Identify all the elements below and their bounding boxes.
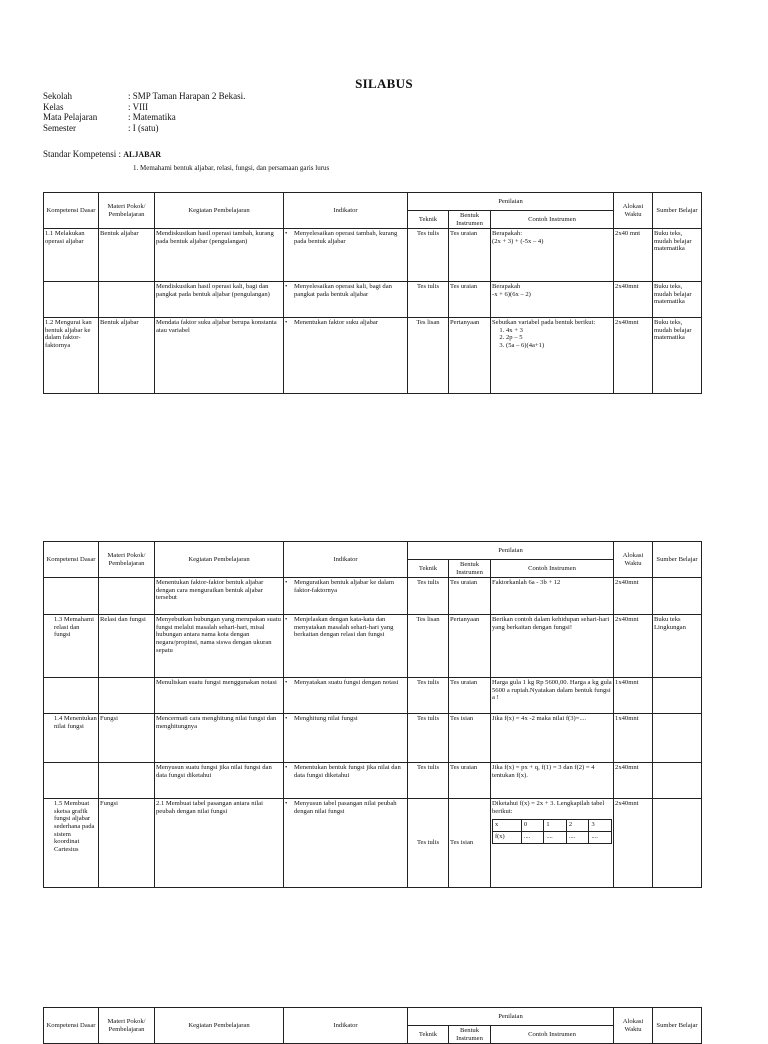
cell-sumber xyxy=(653,799,702,888)
cell-kd: 1.2 Mengurai kan bentuk aljabar ke dalam faktor-faktornya xyxy=(44,318,99,394)
list-item: 3. (5a – 6)(4a+1) xyxy=(506,342,612,350)
contoh-list xyxy=(492,327,612,350)
cell-alokasi: 2x40mnt xyxy=(614,282,653,318)
cell-kd xyxy=(44,763,99,799)
cell-kegiatan: Menentukan faktor-faktor bentuk aljabar dengan cara menguraikan bentuk aljabar tersebut xyxy=(155,578,284,615)
info-label: Semester xyxy=(43,122,76,133)
cell-teknik: Tes lisan xyxy=(408,615,449,678)
cell-kegiatan: Mendata faktor suku aljabar berupa konstanta atau variabel xyxy=(155,318,284,394)
indikator-text: Menentukan faktor suku aljabar xyxy=(294,319,379,327)
header-kompetensi: Kompetensi Dasar xyxy=(44,542,99,578)
cell-bentuk: Tes uraian xyxy=(449,678,491,714)
cell-materi xyxy=(99,578,155,615)
header-materi: Materi Pokok/ Pembelajaran xyxy=(99,542,155,578)
cell-contoh xyxy=(491,799,614,888)
header-teknik: Teknik xyxy=(408,1026,449,1044)
contoh-line: Sebutkan variabel pada bentuk berikut: xyxy=(492,319,596,327)
table-row xyxy=(493,832,612,844)
contoh-line: (2x + 3) + (-5x – 4) xyxy=(492,237,544,245)
silabus-table-1 xyxy=(43,192,702,394)
header-materi: Materi Pokok/ Pembelajaran xyxy=(99,1008,155,1044)
cell-indikator: • Menguraikan bentuk aljabar ke dalam faktor-faktornya xyxy=(284,578,408,615)
cell-contoh: Faktorkanlah 6a - 3b + 12 xyxy=(491,578,614,615)
table-row xyxy=(44,282,702,318)
cell-kegiatan: 2.1 Membuat tabel pasangan antara nilai peubah dengan nilai fungsi xyxy=(155,799,284,888)
cell-teknik: Tes tulis xyxy=(408,799,449,888)
page-title: SILABUS xyxy=(355,76,413,91)
table-row xyxy=(44,799,702,888)
table-cell: 0 xyxy=(521,820,544,832)
indikator-text: Menguraikan bentuk aljabar ke dalam faktor-faktornya xyxy=(294,579,394,594)
header-bentuk: Bentuk Instrumen xyxy=(449,560,491,578)
cell-kegiatan: Menuliskan suatu fungsi menggunakan notasi xyxy=(155,678,284,714)
header-penilaian: Penilaian xyxy=(408,542,614,560)
header-materi: Materi Pokok/ Pembelajaran xyxy=(99,193,155,229)
indikator-text: Menghitung nilai fungsi xyxy=(294,715,358,723)
table-cell: f(x) xyxy=(493,832,522,844)
cell-alokasi: 2x40 mnt xyxy=(614,229,653,282)
indikator-text: Menyelesaikan operasi kali, bagi dan pangkat pada bentuk aljabar xyxy=(294,283,392,298)
header-kegiatan: Kegiatan Pembelajaran xyxy=(155,1008,284,1044)
table-cell: 1 xyxy=(544,820,567,832)
cell-bentuk: Pertanyaan xyxy=(449,615,491,678)
cell-kegiatan: Mendiskusikan hasil operasi kali, bagi dan pangkat pada bentuk aljabar (pengulangan) xyxy=(155,282,284,318)
silabus-table-3 xyxy=(43,1007,702,1044)
cell-indikator: • Menentukan bentuk fungsi jika nilai dan data fungsi diketahui xyxy=(284,763,408,799)
cell-kd xyxy=(44,282,99,318)
info-value: : I (satu) xyxy=(128,122,159,133)
header-kompetensi: Kompetensi Dasar xyxy=(44,193,99,229)
cell-sumber xyxy=(653,678,702,714)
cell-indikator: • Menyatakan suatu fungsi dengan notasi xyxy=(284,678,408,714)
list-item: 2. 2p – 5 xyxy=(506,334,612,342)
cell-bentuk: Pertanyaan xyxy=(449,318,491,394)
info-row-kelas xyxy=(43,102,245,113)
header-contoh: Contoh Instrumen xyxy=(491,1026,614,1044)
school-info xyxy=(43,91,245,133)
sk-label: Standar Kompetensi : xyxy=(43,149,121,159)
cell-contoh xyxy=(491,282,614,318)
header-teknik: Teknik xyxy=(408,560,449,578)
header-penilaian: Penilaian xyxy=(408,193,614,211)
cell-kd: 1.1 Melakukan operasi aljabar xyxy=(44,229,99,282)
header-contoh: Contoh Instrumen xyxy=(491,211,614,229)
header-indikator: Indikator xyxy=(284,1008,408,1044)
header-contoh: Contoh Instrumen xyxy=(491,560,614,578)
header-kompetensi: Kompetensi Dasar xyxy=(44,1008,99,1044)
cell-bentuk: Tes uraian xyxy=(449,282,491,318)
cell-sumber: Buku teks, mudah belajar matematika xyxy=(653,282,702,318)
cell-materi: Fungsi xyxy=(99,799,155,888)
table-cell: .... xyxy=(589,832,612,844)
info-value: : SMP Taman Harapan 2 Bekasi. xyxy=(128,91,246,101)
header-alokasi: Alokasi Waktu xyxy=(614,542,653,578)
cell-indikator: • Menghitung nilai fungsi xyxy=(284,714,408,763)
cell-alokasi: 2x40mnt xyxy=(614,578,653,615)
table-row xyxy=(44,229,702,282)
info-row-sekolah xyxy=(43,91,245,102)
table-row xyxy=(44,578,702,615)
indikator-text: Menyatakan suatu fungsi dengan notasi xyxy=(294,679,399,687)
cell-contoh: Harga gula 1 kg Rp 5600,00. Harga a kg gula 5600 a rupiah.Nyatakan dalam bentuk fungsi a ! xyxy=(491,678,614,714)
contoh-line: Berapakah xyxy=(492,283,521,291)
cell-teknik: Tes tulis xyxy=(408,714,449,763)
cell-bentuk: Tes isian xyxy=(449,714,491,763)
header-indikator: Indikator xyxy=(284,542,408,578)
cell-alokasi: 1x40mnt xyxy=(614,678,653,714)
cell-indikator: • Menyelesaikan operasi kali, bagi dan pangkat pada bentuk aljabar xyxy=(284,282,408,318)
cell-teknik: Tes tulis xyxy=(408,763,449,799)
cell-alokasi: 2x40mnt xyxy=(614,763,653,799)
cell-sumber xyxy=(653,763,702,799)
cell-sumber xyxy=(653,578,702,615)
cell-contoh: Jika f(x) = px + q, f(1) = 3 dan f(2) = 4 tentukan f(x). xyxy=(491,763,614,799)
cell-contoh: Berikan contoh dalam kehidupan sehari-hari yang berkaitan dengan fungsi! xyxy=(491,615,614,678)
header-alokasi: Alokasi Waktu xyxy=(614,193,653,229)
indikator-text: Menentukan bentuk fungsi jika nilai dan data fungsi diketahui xyxy=(294,764,401,779)
table-row xyxy=(44,714,702,763)
cell-alokasi: 2x40mnt xyxy=(614,615,653,678)
cell-indikator: • Menentukan faktor suku aljabar xyxy=(284,318,408,394)
cell-kd: 1.4 Menentukan nilai fungsi xyxy=(44,714,99,763)
cell-contoh xyxy=(491,229,614,282)
standar-kompetensi xyxy=(43,149,161,159)
cell-alokasi: 2x40mnt xyxy=(614,318,653,394)
cell-materi xyxy=(99,678,155,714)
cell-bentuk: Tes isian xyxy=(449,799,491,888)
header-kegiatan: Kegiatan Pembelajaran xyxy=(155,542,284,578)
contoh-line: Diketahui f(x) = 2x + 3. Lengkapilah tabel berikut: xyxy=(492,800,605,815)
cell-alokasi: 1x40mnt xyxy=(614,714,653,763)
table-row xyxy=(44,763,702,799)
sk-item: 1. Memahami bentuk aljabar, relasi, fungsi, dan persamaan garis lurus xyxy=(133,164,330,172)
cell-contoh xyxy=(491,318,614,394)
cell-teknik: Tes tulis xyxy=(408,229,449,282)
header-bentuk: Bentuk Instrumen xyxy=(449,211,491,229)
cell-teknik: Tes tulis xyxy=(408,678,449,714)
cell-materi: Bentuk aljabar xyxy=(99,318,155,394)
header-bentuk: Bentuk Instrumen xyxy=(449,1026,491,1044)
header-kegiatan: Kegiatan Pembelajaran xyxy=(155,193,284,229)
header-sumber: Sumber Belajar xyxy=(653,542,702,578)
sk-value: ALJABAR xyxy=(123,150,162,159)
cell-kegiatan: Mendiskusikan hasil operasi tambah, kurang pada bentuk aljabar (pengulangan) xyxy=(155,229,284,282)
table-row xyxy=(44,318,702,394)
cell-alokasi: 2x40mnt xyxy=(614,799,653,888)
table-cell: 3 xyxy=(589,820,612,832)
table-cell: .... xyxy=(544,832,567,844)
header-sumber: Sumber Belajar xyxy=(653,193,702,229)
cell-teknik: Tes lisan xyxy=(408,318,449,394)
info-value: : VIII xyxy=(128,101,149,112)
table-cell: .... xyxy=(521,832,544,844)
table-row xyxy=(44,678,702,714)
header-sumber: Sumber Belajar xyxy=(653,1008,702,1044)
list-item: 1. 4x + 3 xyxy=(506,327,612,335)
indikator-text: Menjelaskan dengan kata-kata dan menyatakan masalah sehari-hari yang berkaitan dengan relasi dan fungsi xyxy=(294,616,394,639)
contoh-line: -x + 6)(6x – 2) xyxy=(492,290,531,298)
cell-bentuk: Tes uraian xyxy=(449,229,491,282)
cell-materi: Fungsi xyxy=(99,714,155,763)
info-label: Kelas xyxy=(43,101,64,112)
cell-indikator: • Menyelesaikan operasi tambah, kurang pada bentuk aljabar xyxy=(284,229,408,282)
info-row-semester xyxy=(43,123,245,134)
function-table xyxy=(492,819,612,844)
cell-materi: Bentuk aljabar xyxy=(99,229,155,282)
table-row xyxy=(44,615,702,678)
header-penilaian: Penilaian xyxy=(408,1008,614,1026)
cell-sumber xyxy=(653,714,702,763)
cell-indikator: • Menyusun tabel pasangan nilai peubah dengan nilai fungsi xyxy=(284,799,408,888)
cell-sumber: Buku teks, mudah belajar matematika xyxy=(653,229,702,282)
info-value: : Matematika xyxy=(128,112,176,122)
cell-kd: 1.3 Memahami relasi dan fungsi xyxy=(44,615,99,678)
silabus-table-2 xyxy=(43,541,702,888)
table-row xyxy=(493,820,612,832)
info-row-mapel xyxy=(43,112,245,123)
header-alokasi: Alokasi Waktu xyxy=(614,1008,653,1044)
cell-contoh: Jika f(x) = 4x -2 maka nilai f(3)=.... xyxy=(491,714,614,763)
cell-indikator: • Menjelaskan dengan kata-kata dan menyatakan masalah sehari-hari yang berkaitan dengan relasi dan fungsi xyxy=(284,615,408,678)
cell-kd: 1.5 Membuat sketsa grafik fungsi aljabar sederhana pada sistem koordinat Cartesius xyxy=(44,799,99,888)
cell-sumber: Buku teks, mudah belajar matematika xyxy=(653,318,702,394)
indikator-text: Menyusun tabel pasangan nilai peubah dengan nilai fungsi xyxy=(294,800,397,815)
cell-kegiatan: Mencermati cara menghitung nilai fungsi dan menghitungnya xyxy=(155,714,284,763)
cell-kd xyxy=(44,678,99,714)
table-cell: 2 xyxy=(566,820,589,832)
cell-kegiatan: Menyebutkan hubungan yang merupakan suatu fungsi melalui masalah sehari-hari, misal hubungan antara nama kota dengan negara/propinsi, nama siswa dengan ukuran sepatu xyxy=(155,615,284,678)
cell-bentuk: Tes uraian xyxy=(449,578,491,615)
cell-kd xyxy=(44,578,99,615)
table-cell: x xyxy=(493,820,522,832)
header-teknik: Teknik xyxy=(408,211,449,229)
cell-sumber: Buku teks Lingkungan xyxy=(653,615,702,678)
info-label: Mata Pelajaran xyxy=(43,112,98,122)
info-label: Sekolah xyxy=(43,91,72,101)
cell-teknik: Tes tulis xyxy=(408,578,449,615)
cell-materi xyxy=(99,763,155,799)
cell-materi: Relasi dan fungsi xyxy=(99,615,155,678)
contoh-line: Berapakah: xyxy=(492,230,523,238)
indikator-text: Menyelesaikan operasi tambah, kurang pada bentuk aljabar xyxy=(294,230,398,245)
cell-teknik: Tes tulis xyxy=(408,282,449,318)
header-indikator: Indikator xyxy=(284,193,408,229)
cell-bentuk: Tes uraian xyxy=(449,763,491,799)
cell-kegiatan: Menyusun suatu fungsi jika nilai fungsi dan data fungsi diketahui xyxy=(155,763,284,799)
table-cell: .... xyxy=(566,832,589,844)
cell-materi xyxy=(99,282,155,318)
